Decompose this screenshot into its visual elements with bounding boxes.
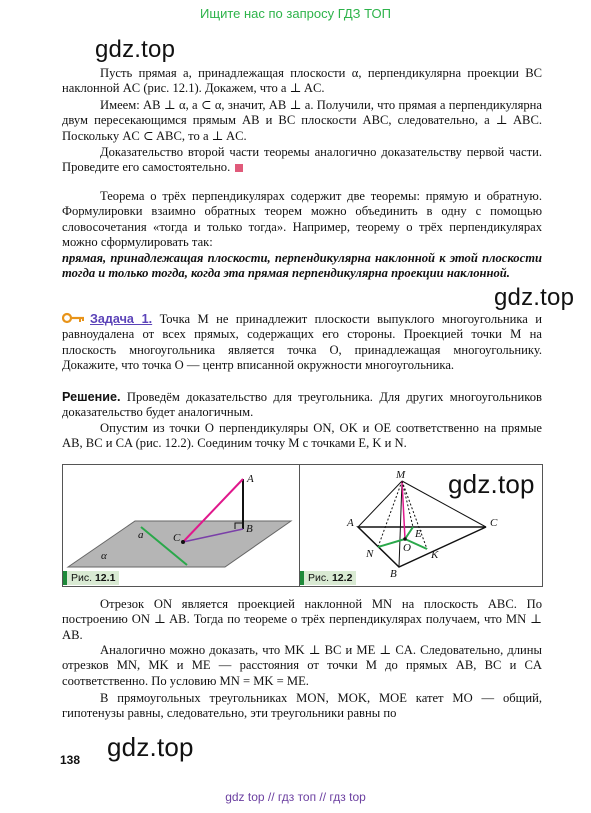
- solution-text: Проведём доказательство для треугольника. Для других многоугольников доказательство будет аналогичным.: [62, 390, 542, 420]
- paragraph-2: Имеем: AB ⊥ α, a ⊂ α, значит, AB ⊥ a. Получили, что прямая a перпендикулярна двум пересекающимся прямым AB и BC плоскости ABC, следовательно, a ⊥ ABC. Поскольку AC ⊂ ABC, то a ⊥ AC.: [62, 98, 542, 143]
- figure-12-1: [63, 465, 299, 586]
- paragraph-10: Аналогично можно доказать, что MK ⊥ BC и ME ⊥ CA. Следовательно, длины отрезков MN, MK и ME — расстояния от точки M до прямых AB, BC и CA соответственно. По условию MN = MK = ME.: [62, 643, 542, 688]
- segment-ma: [358, 481, 402, 527]
- label-o: O: [403, 542, 411, 554]
- point-o: [403, 537, 407, 541]
- label-m: M: [396, 469, 406, 481]
- label-c-point: C: [173, 532, 181, 544]
- segment-mb: [399, 481, 402, 567]
- key-icon: [62, 312, 86, 324]
- paragraph-3-text: Доказательство второй части теоремы аналогично доказательству первой части. Проведите его самостоятельно.: [62, 145, 542, 175]
- page-number: 138: [60, 753, 81, 767]
- label-b-point: B: [246, 523, 253, 535]
- segment-mn: [378, 481, 402, 547]
- paragraph-3: [62, 145, 542, 176]
- watermark: gdz.top: [494, 284, 575, 311]
- figure-12-2-caption: [300, 571, 356, 585]
- watermark: gdz.top: [107, 732, 194, 762]
- paragraph-11: В прямоугольных треугольниках MON, MOK, MOE катет MO — общий, гипотенузы равны, следовательно, эти треугольники равны по: [62, 691, 542, 721]
- label-b: B: [390, 568, 397, 580]
- label-n: N: [366, 548, 374, 560]
- caption-prefix: Рис.: [308, 572, 330, 584]
- label-line-a: a: [138, 529, 144, 541]
- label-alpha: α: [101, 550, 107, 562]
- watermark: gdz.top: [95, 36, 176, 63]
- label-a-point: A: [247, 473, 254, 485]
- paragraph-9: Отрезок ON является проекцией наклонной MN на плоскость ABC. По построению ON ⊥ AB. Тогда по теореме о трёх перпендикулярах получаем, что MN ⊥ AB.: [62, 597, 542, 642]
- solution-label: Решение.: [62, 390, 121, 404]
- proof-end-marker: [235, 164, 243, 172]
- label-a: A: [347, 517, 354, 529]
- segment-oe: [405, 527, 413, 539]
- paragraph-4: Теорема о трёх перпендикулярах содержит две теоремы: прямую и обратную. Формулировки взаимно обратных теорем можно объединить в одну с помощью словосочетания «тогда и только тогда». Например, теорему о трёх перпендикулярах можно сформулировать так:: [62, 189, 542, 250]
- task-text: Точка M не принадлежит плоскости выпуклого многоугольника и равноудалена от всех прямых, содержащих его стороны. Проекцией точки M на плоскость многоугольника является точка O, принадлежащая многоугольнику. Докажите, что точка O — центр вписанной окружности многоугольника.: [62, 312, 542, 373]
- label-k: K: [431, 549, 439, 561]
- figure-12-1-caption: [63, 571, 119, 585]
- task-title: Задача 1.: [90, 312, 153, 326]
- point-c: [181, 540, 185, 544]
- caption-number: 12.2: [331, 572, 353, 584]
- segment-on: [378, 539, 405, 547]
- top-banner: Ищите нас по запросу ГДЗ ТОП: [200, 6, 391, 21]
- caption-number: 12.1: [94, 572, 116, 584]
- label-c: C: [490, 517, 498, 529]
- paragraph-1: Пусть прямая a, принадлежащая плоскости α, перпендикулярна проекции BC наклонной AC (рис. 12.1). Докажем, что a ⊥ AC.: [62, 66, 542, 96]
- paragraph-8: Опустим из точки O перпендикуляры ON, OK и OE соответственно на прямые AB, BC и CA (рис. 12.2). Соединим точку M с точками E, K и N.: [62, 421, 542, 451]
- watermark: gdz.top: [448, 469, 535, 499]
- task-paragraph: [62, 312, 542, 374]
- caption-prefix: Рис.: [71, 572, 93, 584]
- theorem-statement: прямая, принадлежащая плоскости, перпендикулярна наклонной к этой плоскости тогда и только тогда, когда эта прямая перпендикулярна проекции наклонной.: [62, 251, 542, 281]
- figures-panel: [62, 464, 543, 587]
- solution-paragraph: [62, 390, 542, 421]
- footer-links[interactable]: gdz top // гдз топ // гдз top: [225, 790, 366, 804]
- label-e: E: [415, 528, 422, 540]
